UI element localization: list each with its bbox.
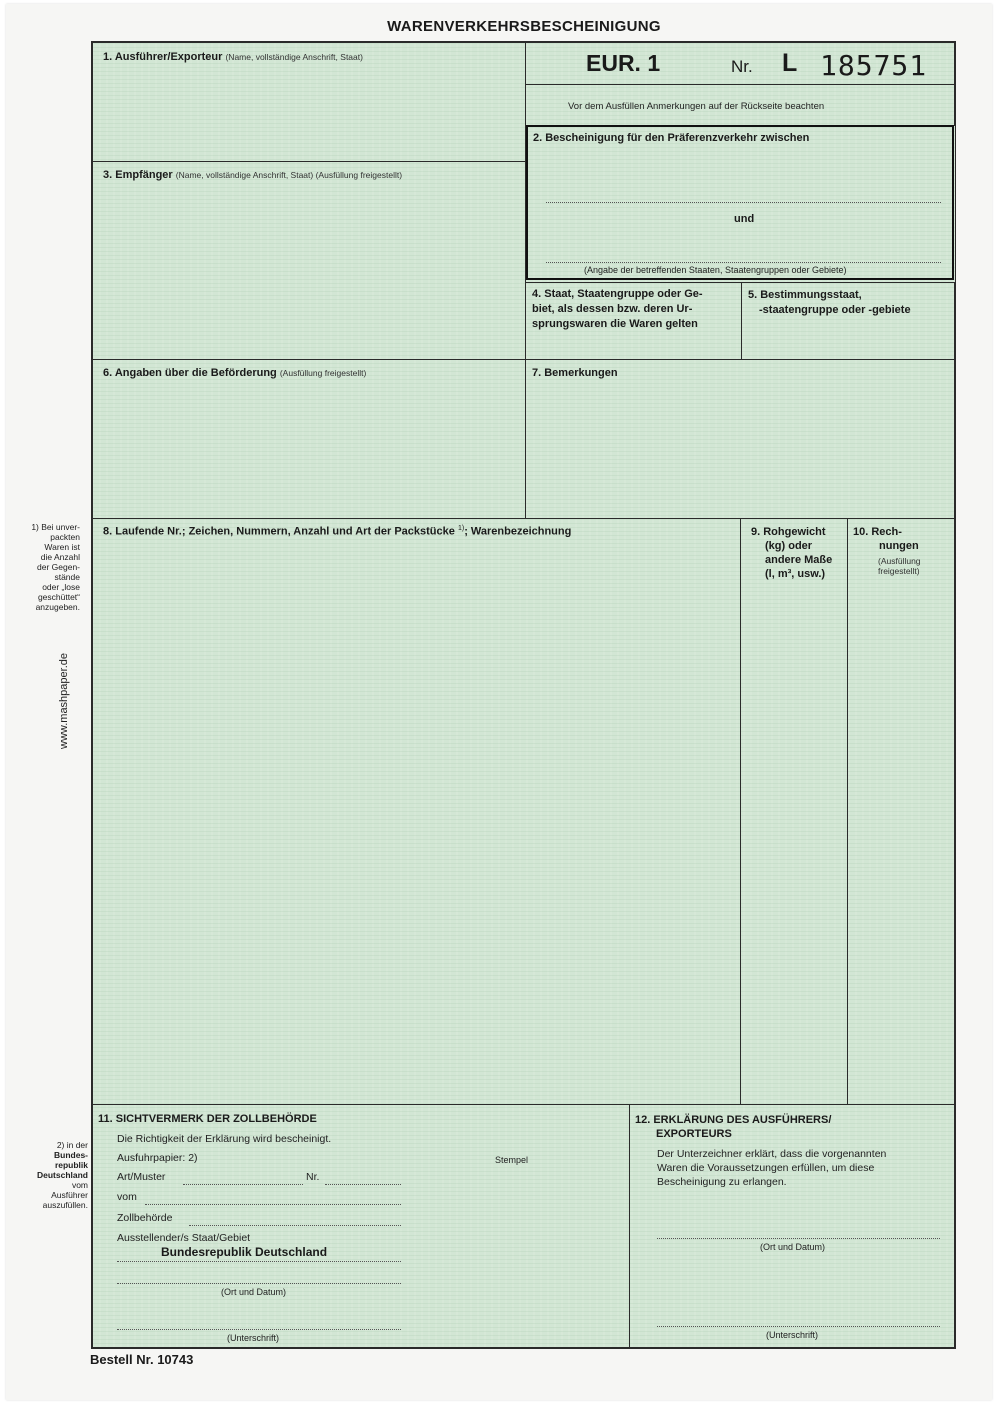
box-9-line-2: (kg) oder: [765, 540, 813, 552]
side-note-1-line: die Anzahl: [40, 552, 80, 562]
side-note-2-line: republik: [54, 1160, 88, 1170]
box-9-line-4: (l, m³, usw.): [765, 568, 826, 580]
box-9-line-1: 9. Rohgewicht: [751, 526, 826, 538]
box-4-line-2: biet, als dessen bzw. deren Ur-: [532, 303, 693, 315]
box-11-place-date: (Ort und Datum): [221, 1287, 287, 1297]
series-letter: L: [782, 49, 798, 77]
box-10-line-1: 10. Rech-: [853, 526, 902, 538]
box-11-customs-endorsement: [92, 1104, 630, 1348]
instruction-note-box: [525, 84, 955, 126]
box-12-signature: (Unterschrift): [766, 1330, 819, 1340]
office-label: Zollbehörde: [117, 1212, 173, 1224]
nr-input-line[interactable]: [325, 1184, 401, 1185]
box-4-line-1: 4. Staat, Staatengruppe oder Ge-: [532, 288, 703, 300]
box-3-label: 3. Empfänger: [103, 169, 173, 181]
box-12-label-1: 12. ERKLÄRUNG DES AUSFÜHRERS/: [635, 1114, 832, 1126]
box-12-text-2: Waren die Voraussetzungen erfüllen, um diese: [657, 1162, 875, 1174]
side-note-1-line: oder „lose: [42, 582, 80, 592]
box-3-consignee[interactable]: [92, 161, 526, 360]
box-2-und: und: [734, 213, 755, 225]
side-note-1-line: 1) Bei unver-: [31, 522, 80, 532]
issuer-label: Ausstellender/s Staat/Gebiet: [117, 1232, 251, 1244]
box-8-footnote-ref: 1): [457, 525, 465, 532]
box-12-label-2: EXPORTEURS: [656, 1128, 732, 1140]
export-doc-label: Ausfuhrpapier: 2): [117, 1152, 198, 1164]
box-10-sub-2: freigestellt): [878, 566, 920, 576]
box-12-text-1: Der Unterzeichner erklärt, dass die vorgenannten: [657, 1148, 887, 1160]
box-7-remarks[interactable]: [525, 359, 955, 519]
box-1-exporter[interactable]: [92, 42, 526, 162]
box-12-exporter-declaration: [629, 1104, 955, 1348]
type-label: Art/Muster: [117, 1171, 166, 1183]
place-date-input-line[interactable]: [117, 1283, 401, 1284]
box-11-label: 11. SICHTVERMERK DER ZOLLBEHÖRDE: [98, 1113, 317, 1125]
box-1-label: 1. Ausführer/Exporteur: [103, 51, 223, 63]
side-note-2-line: Bundes-: [54, 1150, 88, 1160]
box-2-line-1: [546, 202, 941, 203]
box-6-sub: (Ausfüllung freigestellt): [279, 368, 367, 378]
instruction-note: Vor dem Ausfüllen Anmerkungen auf der Rückseite beachten: [568, 101, 825, 112]
box-5-line-1: 5. Bestimmungsstaat,: [748, 289, 862, 301]
box-9-line-3: andere Maße: [765, 554, 833, 566]
side-note-1: [8, 522, 80, 612]
signature-input-line[interactable]: [117, 1329, 401, 1330]
type-input-line[interactable]: [183, 1184, 303, 1185]
side-note-2-line: Ausführer: [51, 1190, 88, 1200]
box-9-gross-weight[interactable]: [740, 518, 848, 1105]
side-note-2-line: 2) in der: [56, 1140, 88, 1150]
side-note-1-line: packten: [50, 532, 80, 542]
issuer-line: [117, 1261, 401, 1262]
box-8-label: 8. Laufende Nr.; Zeichen, Nummern, Anzahl und Art der Packstücke: [103, 525, 455, 538]
from-input-line[interactable]: [145, 1204, 401, 1205]
box-11-confirm: Die Richtigkeit der Erklärung wird bescheinigt.: [117, 1133, 332, 1145]
box-5-line-2: -staatengruppe oder -gebiete: [759, 304, 911, 316]
side-note-1-line: stände: [54, 572, 80, 582]
box-3-sub: (Name, vollständige Anschrift, Staat) (Ausfüllung freigestellt): [175, 170, 403, 180]
issuer-value: Bundesrepublik Deutschland: [161, 1245, 328, 1259]
certificate-number-box: [525, 42, 955, 85]
side-note-1-line: der Gegen-: [37, 562, 80, 572]
box-10-sub-1: (Ausfüllung: [878, 556, 921, 566]
box-7-label: 7. Bemerkungen: [532, 367, 618, 379]
box-11-signature: (Unterschrift): [227, 1333, 280, 1343]
box-5-destination[interactable]: [741, 282, 955, 360]
box-2-note: (Angabe der betreffenden Staaten, Staatengruppen oder Gebiete): [584, 265, 847, 275]
box-12-place-date-line[interactable]: [657, 1238, 940, 1239]
nr-label: Nr.: [731, 57, 753, 76]
box-8-label-2: ; Warenbezeichnung: [464, 525, 572, 538]
eur1-label: EUR. 1: [586, 50, 661, 76]
box-12-text-3: Bescheinigung zu erlangen.: [657, 1176, 787, 1188]
website-text: www.mashpaper.de: [58, 653, 70, 749]
office-input-line[interactable]: [189, 1225, 401, 1226]
box-6-transport[interactable]: [92, 359, 526, 519]
side-note-1-line: geschüttet“: [37, 592, 80, 602]
side-note-1-line: anzugeben.: [35, 602, 80, 612]
certificate-number: 185751: [820, 49, 928, 82]
box-2-label: 2. Bescheinigung für den Präferenzverkehr zwischen: [533, 132, 810, 144]
box-12-signature-line[interactable]: [657, 1326, 940, 1327]
box-2-line-2: [546, 262, 941, 263]
box-1-sub: (Name, vollständige Anschrift, Staat): [225, 52, 363, 62]
box-6-label: 6. Angaben über die Beförderung: [103, 367, 277, 379]
box-4-origin-country[interactable]: [525, 282, 742, 360]
side-note-2-line: Deutschland: [36, 1170, 88, 1180]
order-number: Bestell Nr. 10743: [90, 1352, 194, 1367]
stamp-label: Stempel: [495, 1155, 529, 1165]
box-12-place-date: (Ort und Datum): [760, 1242, 826, 1252]
side-note-2-line: auszufüllen.: [42, 1200, 88, 1210]
box-4-line-3: sprungswaren die Waren gelten: [532, 318, 698, 330]
box-10-invoices[interactable]: [847, 518, 955, 1105]
side-note-2-line: vom: [71, 1180, 88, 1190]
box-8-goods-description[interactable]: [92, 518, 741, 1105]
side-note-1-line: Waren ist: [44, 542, 80, 552]
nr-field-label: Nr.: [306, 1171, 320, 1183]
form-title: WARENVERKEHRSBESCHEINIGUNG: [387, 18, 661, 35]
box-2-preference-between[interactable]: [526, 125, 954, 280]
from-label: vom: [117, 1191, 137, 1203]
side-note-2: [8, 1140, 88, 1210]
box-10-line-2: nungen: [879, 540, 919, 552]
eur1-form: [91, 41, 956, 1349]
